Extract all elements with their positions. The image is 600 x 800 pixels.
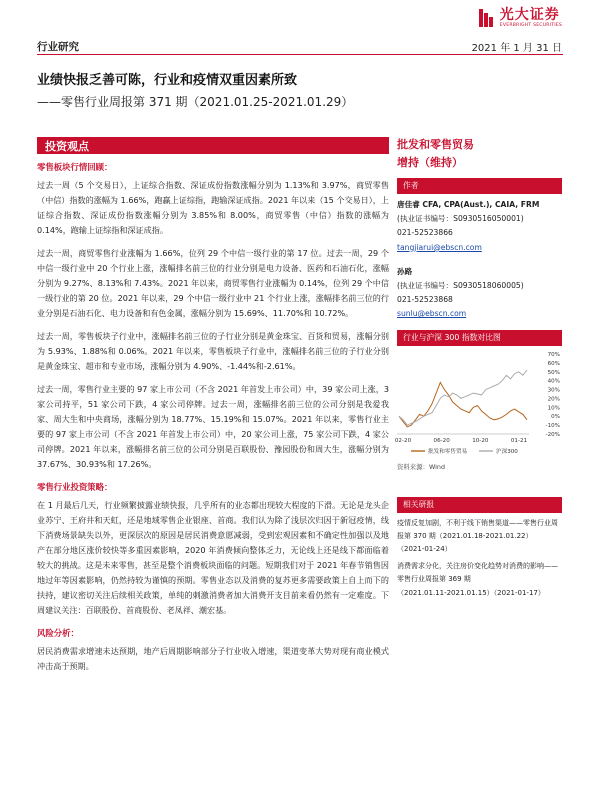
report-subtitle: ——零售行业周报第 371 期（2021.01.25-2021.01.29） bbox=[37, 95, 354, 109]
market-review-paragraph-3: 过去一周，零售板块子行业中，涨幅排名前三位的子行业分别是黄金珠宝、百货和贸易，涨幅分别为 5.93%、1.88%和 0.06%。2021 年以来，零售板块子行业中，涨幅排名前三位的子行业分别是黄金珠宝、超市和专业市场，涨幅分别为 4.90%、-1.44%和-2.61%。 bbox=[37, 331, 389, 371]
author-2-license: (执业证书编号：S0930518060005) bbox=[397, 281, 524, 291]
y-tick-label: 20% bbox=[547, 396, 560, 403]
strategy-paragraph: 在 1 月最后几天，行业频繁披露业绩快报，几乎所有的业态都出现较大程度的下滑。无论是龙头企业苏宁、王府井和天虹，还是地域零售企业银座、首商。我们认为除了浅层次归因于新冠疫情，线下消费场景缺失以外，更深层次的原因是居民消费意愿减弱，受到宏观因素和不确定性加强以及地产在部分地区涨价较快等多重因素影响，2020 年消费倾向整体乏力，无论线上还是线下都面临着较大的挑战。这是未来零售，甚至是整个消费板块面临的问题。短期我们对于 2021 年春节销售因地过年等因素影响，仍然持较为谨慎的预期。零售业态以及消费的复苏更多需要政策上自上而下的扶持，建议密切关注后续相关政策，单纯的刺激消费者加大消费开支目前来看仍然有一定难度。下周建议关注：百联股份、首商股份、老凤祥、潮宏基。 bbox=[37, 500, 389, 615]
related-report-1[interactable] bbox=[397, 517, 562, 557]
related-reports-header: 相关研报 bbox=[397, 497, 562, 513]
author-1-email[interactable]: tangjiarui@ebscn.com bbox=[397, 242, 482, 252]
y-tick-label: 50% bbox=[547, 369, 560, 376]
chart-source: 资料来源：Wind bbox=[397, 462, 446, 471]
report-title: 业绩快报乏善可陈，行业和疫情双重因素所致 bbox=[37, 73, 298, 88]
y-tick-label: -20% bbox=[545, 431, 560, 438]
author-1-license: (执业证书编号：S0930516050001) bbox=[397, 214, 524, 224]
y-tick-label: 0% bbox=[551, 413, 560, 420]
related-report-1-date: （2021-01-24） bbox=[397, 545, 452, 554]
report-date: 2021 年 1 月 31 日 bbox=[471, 43, 562, 54]
chart-title: 行业与沪深 300 指数对比图 bbox=[397, 330, 562, 346]
y-tick-label: 30% bbox=[547, 387, 560, 394]
author-1-phone: 021-52523866 bbox=[397, 228, 453, 238]
author-2-phone: 021-52523868 bbox=[397, 295, 453, 305]
y-tick-label: -10% bbox=[545, 422, 560, 429]
legend-label-2: 沪深300 bbox=[496, 448, 518, 455]
industry-rating: 增持（维持） bbox=[397, 156, 463, 169]
x-tick-label: 06-20 bbox=[433, 437, 450, 444]
header-divider bbox=[37, 54, 563, 55]
related-report-1-title: 疫情反复加剧，不利于线下销售渠道——零售行业周报第 370 期（2021.01.18-2021.01.22） bbox=[397, 518, 558, 540]
market-review-heading: 零售板块行情回顾： bbox=[37, 162, 113, 172]
section-header-label: 投资观点 bbox=[45, 140, 89, 153]
logo-chinese-name: 光大证券 bbox=[499, 6, 560, 23]
author-1-name: 唐佳睿 CFA, CPA(Aust.), CAIA, FRM bbox=[397, 200, 540, 209]
related-report-2[interactable] bbox=[397, 560, 562, 600]
y-tick-label: 70% bbox=[547, 351, 560, 358]
x-tick-label: 02-20 bbox=[394, 437, 412, 444]
related-reports bbox=[397, 497, 562, 600]
strategy-heading: 零售行业投资策略： bbox=[37, 482, 113, 492]
authors-header: 作者 bbox=[397, 178, 562, 194]
company-logo bbox=[477, 7, 562, 29]
legend-label-1: 批发和零售贸易 bbox=[428, 448, 468, 455]
main-text-column bbox=[37, 160, 389, 682]
logo-english-name: EVERBRIGHT SECURITIES bbox=[499, 22, 562, 28]
risk-paragraph: 居民消费需求增速未达预期，地产后周期影响部分子行业收入增速，渠道变革大势对现有商业模式冲击高于预期。 bbox=[37, 646, 389, 671]
report-category: 行业研究 bbox=[37, 41, 79, 53]
market-review-paragraph-4: 过去一周，零售行业主要的 97 家上市公司（不含 2021 年首发上市公司）中，39 家公司上涨，3 家公司持平，51 家公司下跌，4 家公司停牌。过去一周，涨幅排名前三位的公司分别是我爱我家、周大生和中央商场，涨幅分别为 18.77%、15.19%和 15.07%。2021 年以来，零售行业主要的 97 家上市公司（不含 2021 年首发上市公司）中，20 家公司上涨，75 家公司下跌，4 家公司停牌。2021 年以来，涨幅排名前三位的公司分别是百联股份、豫园股份和周大生，涨幅分别为 37.67%、30.93%和 17.26%。 bbox=[37, 384, 389, 469]
x-tick-label: 01-21 bbox=[510, 437, 528, 444]
sidebar-column bbox=[394, 136, 562, 600]
index-comparison-chart bbox=[394, 330, 562, 471]
authors-block bbox=[397, 198, 562, 322]
related-report-2-date: （2021.01.11-2021.01.15）（2021-01-17） bbox=[397, 588, 545, 597]
author-2-email[interactable]: sunlu@ebscn.com bbox=[397, 309, 467, 319]
chart-plot bbox=[394, 348, 562, 460]
industry-name: 批发和零售贸易 bbox=[397, 138, 474, 151]
y-tick-label: 40% bbox=[547, 378, 560, 385]
author-2-name: 孙路 bbox=[397, 266, 413, 276]
y-tick-label: 10% bbox=[547, 404, 560, 411]
market-review-paragraph-2: 过去一周，商贸零售行业涨幅为 1.66%，位列 29 个中信一级行业的第 17 位。过去一周，29 个中信一级行业中 20 个行业上涨，涨幅排名前三位的行业分别是电力设备、医药和石油石化，涨幅分别为 9.27%、8.13%和 7.43%。2021 年以来，商贸零售行业涨幅为 0.14%，位列 29 个中信一级行业的第 20 位。2021 年以来，29 个中信一级行业中 21 个行业上涨，涨幅排名前三位的行业分别是石油石化、电力设备和有色金属，涨幅分别为 15.69%、11.70%和 10.72%。 bbox=[37, 248, 389, 318]
related-report-2-title: 消费需求分化，关注房价变化趋势对消费的影响——零售行业周报第 369 期 bbox=[397, 562, 558, 584]
y-tick-label: 60% bbox=[547, 360, 560, 367]
market-review-paragraph-1: 过去一周（5 个交易日），上证综合指数、深证成份指数涨幅分别为 1.13%和 3.97%，商贸零售（中信）指数的涨幅为 1.66%，跑赢上证综指，跑输深证成指。2021 年以来（15 个交易日），上证综合指数、深证成份指数涨幅分别为 3.85%和 8.00%，商贸零售（中信）指数的涨幅为 0.14%，跑输上证综指和深证成指。 bbox=[37, 180, 389, 235]
risk-heading: 风险分析： bbox=[37, 628, 79, 638]
logo-mark-icon bbox=[477, 7, 495, 29]
x-tick-label: 10-20 bbox=[472, 437, 489, 444]
section-header-bar bbox=[37, 137, 389, 154]
